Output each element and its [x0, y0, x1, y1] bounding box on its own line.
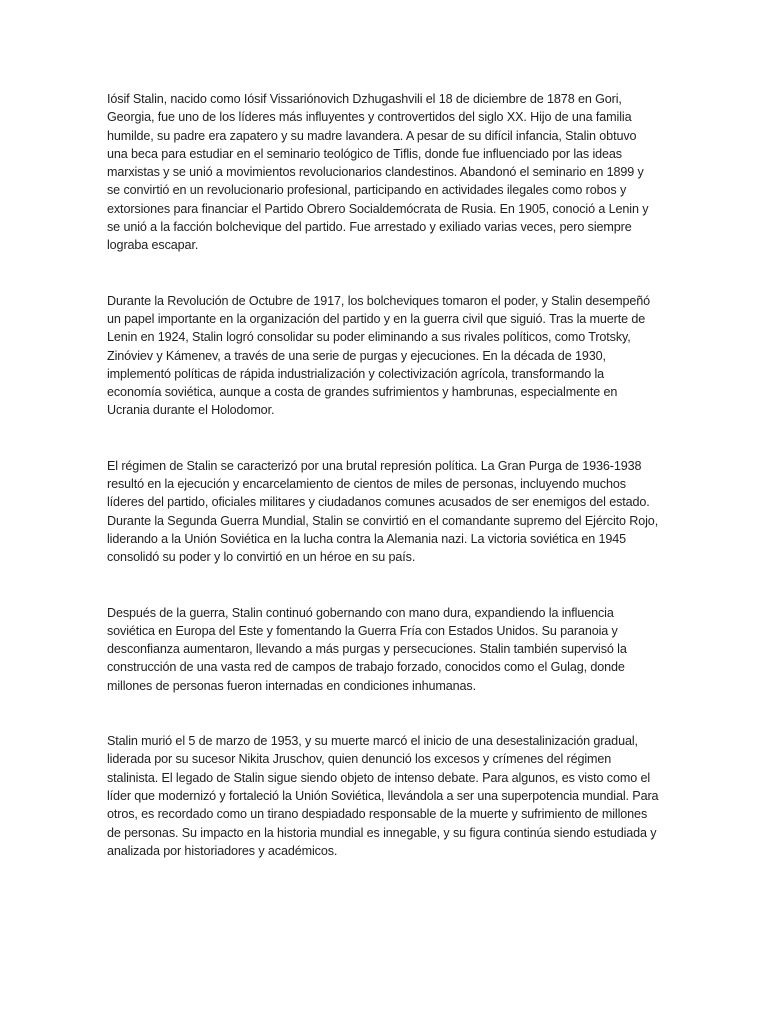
paragraph-rise-to-power: Durante la Revolución de Octubre de 1917, los bolcheviques tomaron el poder, y Stalin desempeñó un papel importante en la organización del partido y en la guerra civil que siguió. Tras la muerte de Lenin en 1924, Stalin logró consolidar su poder eliminando a sus rivales políticos, como Trotsky, Zinóviev y Kámenev, a través de una serie de purgas y ejecuciones. En la década de 1930, implementó políticas de rápida industrialización y colectivización agrícola, transformando la economía soviética, aunque a costa de grandes sufrimientos y hambrunas, especialmente en Ucrania durante el Holodomor. [107, 293, 651, 418]
paragraph-repression-and-war: El régimen de Stalin se caracterizó por una brutal represión política. La Gran Purga de 1936-1938 resultó en la ejecución y encarcelamiento de cientos de miles de personas, incluyendo muchos líderes del partido, oficiales militares y ciudadanos comunes acusados de ser enemigos del estado. Durante la Segunda Guerra Mundial, Stalin se convirtió en el comandante supremo del Ejército Rojo, liderando a la Unión Soviética en la lucha contra la Alemania nazi. La victoria soviética en 1945 consolidó su poder y lo convirtió en un héroe en su país. [107, 458, 659, 565]
paragraph-early-life: Iósif Stalin, nacido como Iósif Vissariónovich Dzhugashvili el 18 de diciembre de 1878 en Gori, Georgia, fue uno de los líderes más influyentes y controvertidos del siglo XX. Hijo de una familia humilde, su padre era zapatero y su madre lavandera. A pesar de su difícil infancia, Stalin obtuvo una beca para estudiar en el seminario teológico de Tiflis, donde fue influenciado por las ideas marxistas y se unió a movimientos revolucionarios clandestinos. Abandonó el seminario en 1899 y se convirtió en un revolucionario profesional, participando en actividades ilegales como robos y extorsiones para financiar el Partido Obrero Socialdemócrata de Rusia. En 1905, conoció a Lenin y se unió a la facción bolchevique del partido. Fue arrestado y exiliado varias veces, pero siempre lograba escapar. [107, 92, 649, 253]
document-page [107, 90, 660, 860]
paragraph-death-and-legacy: Stalin murió el 5 de marzo de 1953, y su muerte marcó el inicio de una desestalinización gradual, liderada por su sucesor Nikita Jruschov, quien denunció los excesos y crímenes del régimen stalinista. El legado de Stalin sigue siendo objeto de intenso debate. Para algunos, es visto como el líder que modernizó y fortaleció la Unión Soviética, llevándola a ser una superpotencia mundial. Para otros, es recordado como un tirano despiadado responsable de la muerte y sufrimiento de millones de personas. Su impacto en la historia mundial es innegable, y su figura continúa siendo estudiada y analizada por historiadores y académicos. [107, 734, 659, 858]
paragraph-postwar: Después de la guerra, Stalin continuó gobernando con mano dura, expandiendo la influencia soviética en Europa del Este y fomentando la Guerra Fría con Estados Unidos. Su paranoia y desconfianza aumentaron, llevando a más purgas y persecuciones. Stalin también supervisó la construcción de una vasta red de campos de trabajo forzado, conocidos como el Gulag, donde millones de personas fueron internadas en condiciones inhumanas. [107, 605, 627, 693]
